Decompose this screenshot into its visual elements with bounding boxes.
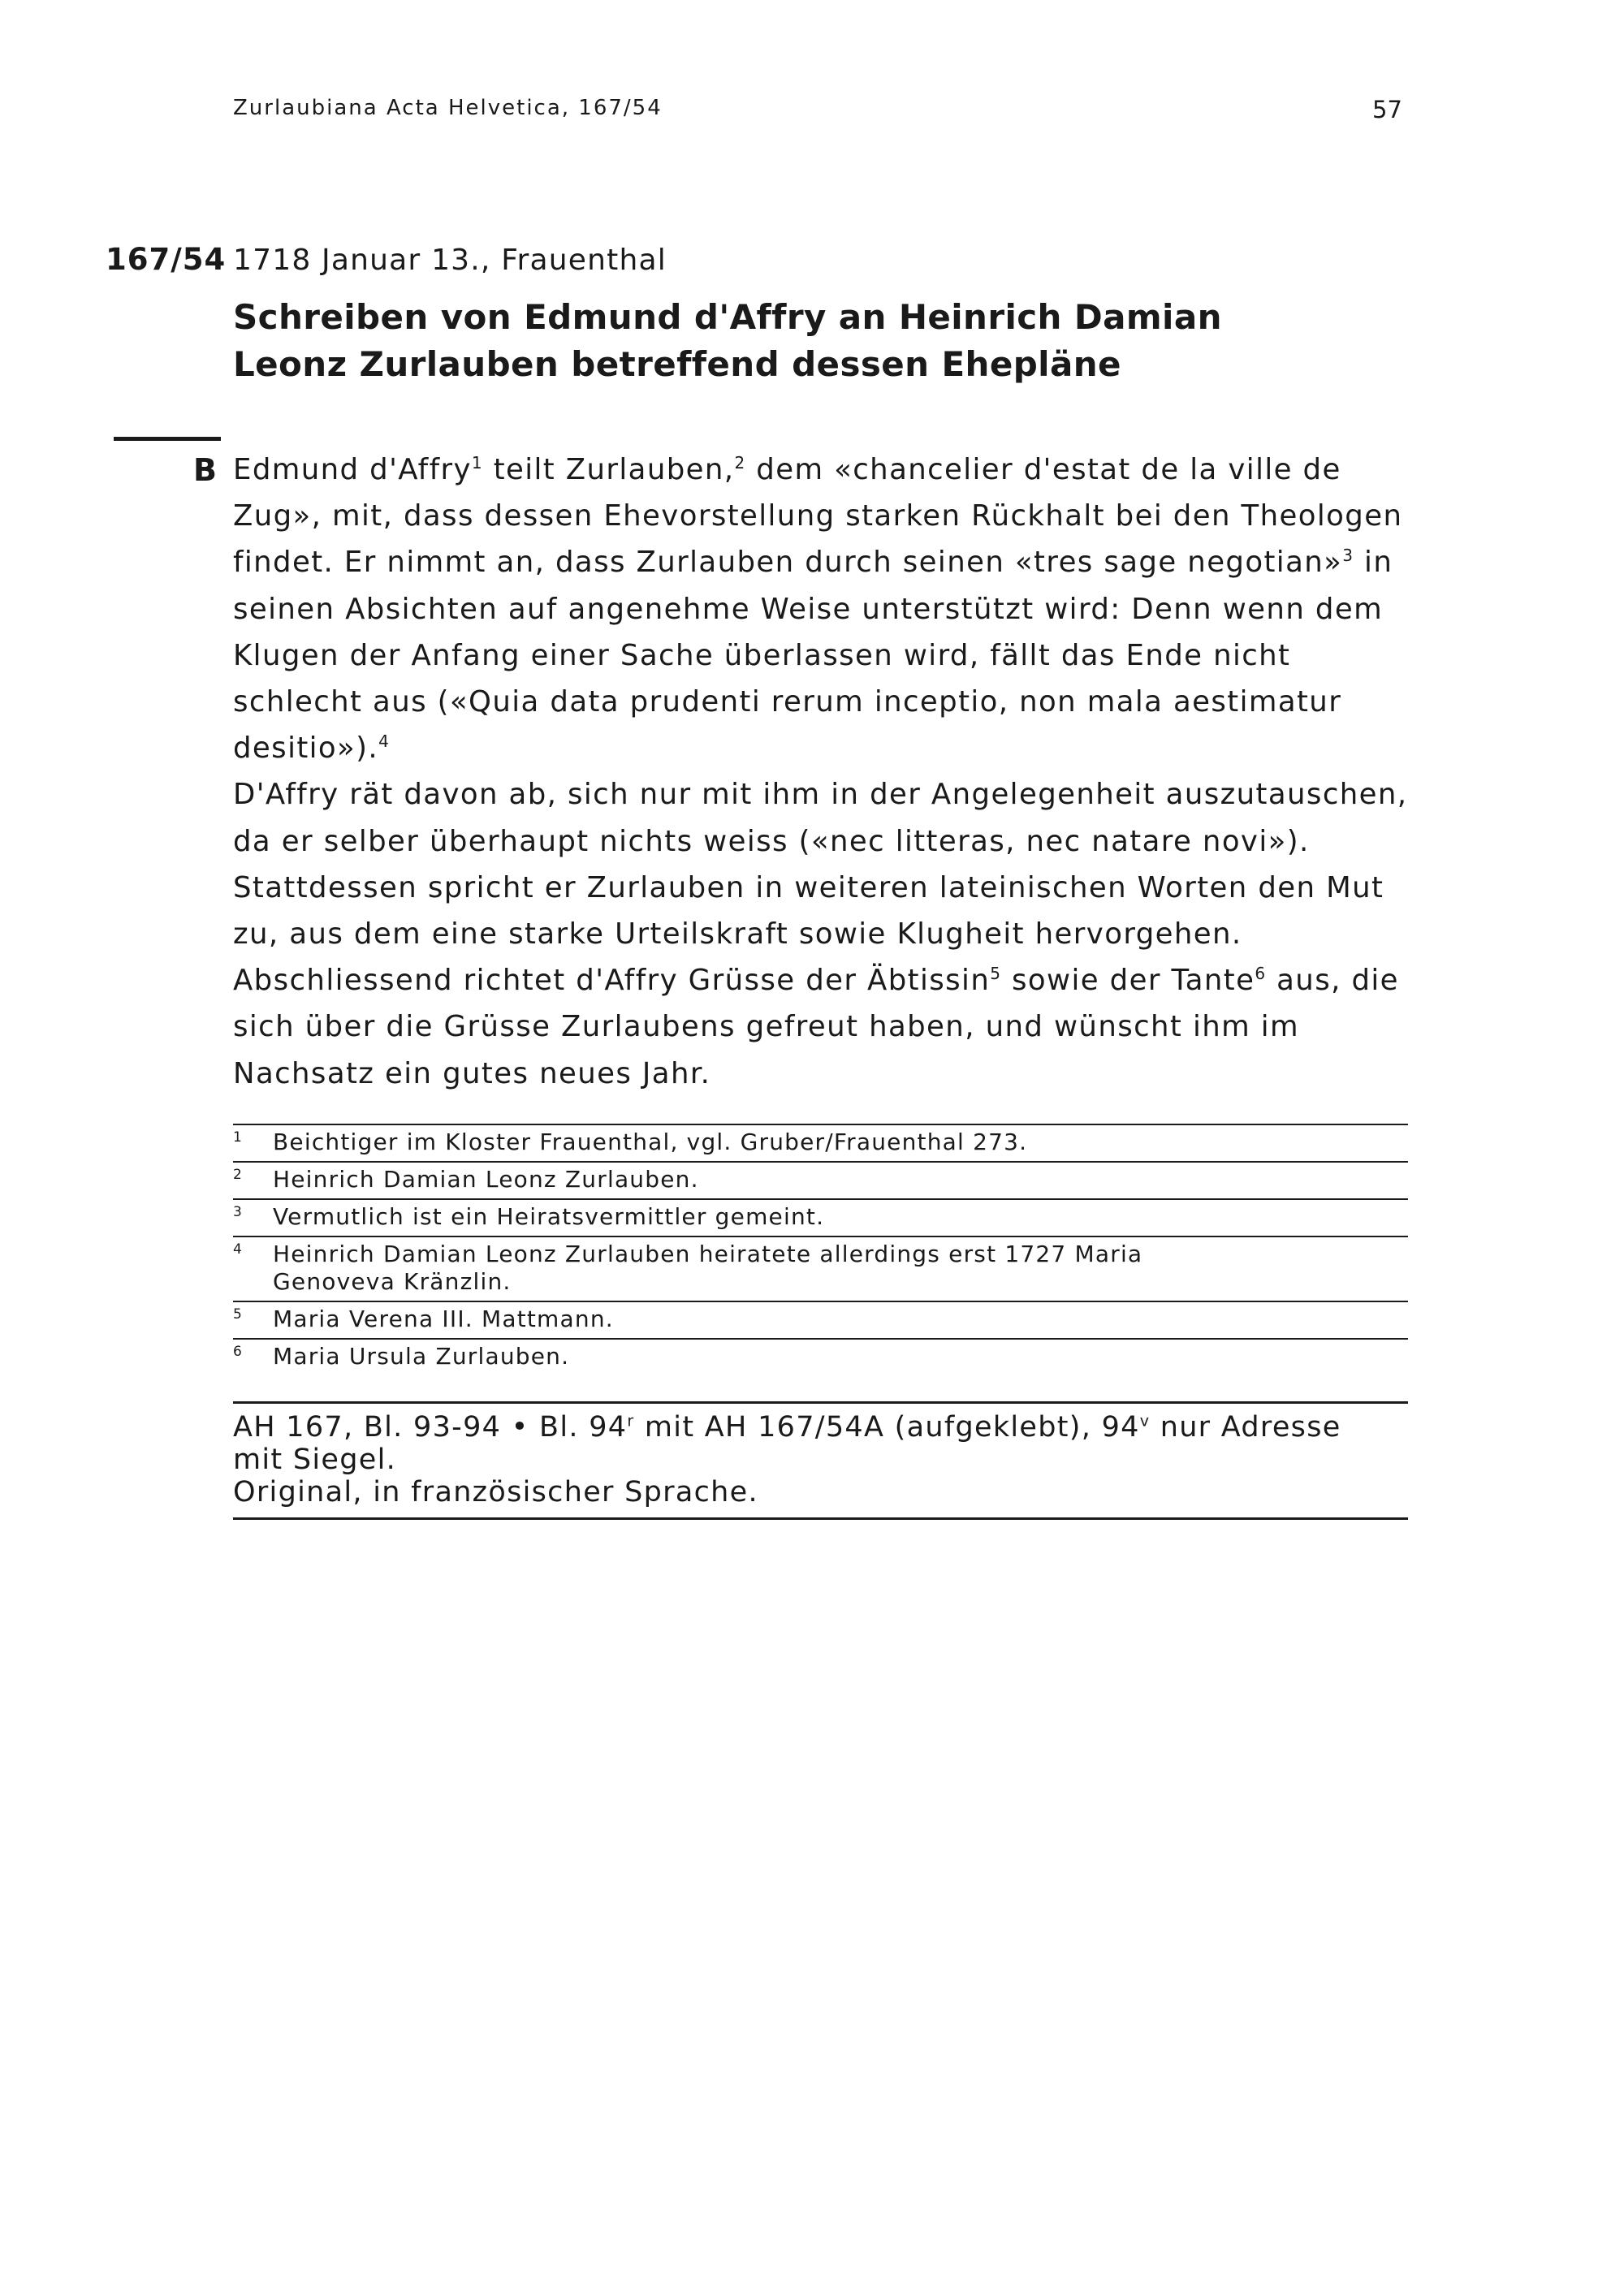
abstract-text: Abschliessend richtet d'Affry Grüsse der Äbtissin xyxy=(233,964,991,998)
abstract-paragraph xyxy=(233,447,1410,771)
footnote xyxy=(233,1198,1408,1236)
abstract-text: dem «chancelier d'estat de la ville de Zug», mit, dass dessen Ehevorstellung starken Rückhalt bei den Theologen findet. Er nimmt an, dass Zurlauben durch seinen «tres sage negotian» xyxy=(233,453,1403,580)
abstract-text: aus, die sich über die Grüsse Zurlaubens gefreut haben, und wünscht ihm im Nachsatz ein gutes neues Jahr. xyxy=(233,964,1399,1090)
footnote xyxy=(233,1301,1408,1338)
abstract-text: sowie der Tante xyxy=(1001,964,1255,998)
footnote-ref: 2 xyxy=(734,453,746,473)
footnote-number: 2 xyxy=(233,1167,244,1183)
footnotes xyxy=(233,1124,1408,1375)
abstract-text: Edmund d'Affry xyxy=(233,453,472,486)
entry-number: 167/54 xyxy=(106,242,227,277)
abstract-paragraph: D'Affry rät davon ab, sich nur mit ihm in der Angelegenheit auszutauschen, da er selber überhaupt nichts weiss («nec litteras, nec natare novi»). Stattdessen spricht er Zurlauben in weiteren lateinischen Worten den Mut zu, aus dem eine starke Urteilskraft sowie Klugheit hervorgehen. xyxy=(233,778,1408,952)
source-text: nur Adresse mit Siegel. xyxy=(233,1411,1341,1476)
footnote-ref: 4 xyxy=(378,732,391,752)
footnote-number: 4 xyxy=(233,1241,244,1258)
entry-title: Schreiben von Edmund d'Affry an Heinrich Damian Leonz Zurlauben betreffend dessen Ehepläne xyxy=(233,297,1222,384)
source-signature-line xyxy=(233,1411,1408,1476)
footnote-text: Heinrich Damian Leonz Zurlauben heiratete allerdings erst 1727 Maria Genoveva Kränzlin. xyxy=(273,1241,1143,1295)
footnote-text: Vermutlich ist ein Heiratsvermittler gemeint. xyxy=(273,1203,825,1230)
abstract xyxy=(233,447,1410,1097)
section-letter: B xyxy=(193,452,217,488)
source-note xyxy=(233,1401,1408,1520)
section-marker-rule xyxy=(114,437,221,441)
footnote-number: 1 xyxy=(233,1129,244,1146)
footnote-text: Maria Ursula Zurlauben. xyxy=(273,1343,570,1370)
footnote-text: Heinrich Damian Leonz Zurlauben. xyxy=(273,1166,699,1193)
page-number: 57 xyxy=(1372,96,1402,123)
footnote xyxy=(233,1161,1408,1198)
footnote xyxy=(233,1338,1408,1375)
running-head: Zurlaubiana Acta Helvetica, 167/54 xyxy=(233,96,663,120)
footnote-ref: 1 xyxy=(471,453,484,473)
source-text: AH 167, Bl. 93-94 • Bl. 94 xyxy=(233,1411,628,1444)
footnote-text: Maria Verena III. Mattmann. xyxy=(273,1306,614,1332)
verso-sup: v xyxy=(1139,1412,1151,1431)
abstract-text: in seinen Absichten auf angenehme Weise unterstützt wird: Denn wenn dem Klugen der Anfang einer Sache überlassen wird, fällt das Ende nicht schlecht aus («Quia data prudenti rerum inceptio, non mala aestimatur desitio»). xyxy=(233,546,1393,766)
footnote-ref: 6 xyxy=(1255,964,1267,984)
source-text: mit AH 167/54A (aufgeklebt), 94 xyxy=(634,1411,1140,1444)
abstract-paragraph xyxy=(233,957,1410,1097)
footnote-number: 3 xyxy=(233,1204,244,1220)
footnote-number: 6 xyxy=(233,1344,244,1360)
footnote-ref: 5 xyxy=(990,964,1002,984)
entry-date-place: 1718 Januar 13., Frauenthal xyxy=(233,244,667,277)
footnote xyxy=(233,1124,1408,1161)
recto-sup: r xyxy=(627,1412,635,1431)
abstract-text: teilt Zurlauben, xyxy=(483,453,735,486)
footnote-text: Beichtiger im Kloster Frauenthal, vgl. Gruber/Frauenthal 273. xyxy=(273,1129,1028,1155)
footnote xyxy=(233,1236,1408,1301)
source-original-line: Original, in französischer Sprache. xyxy=(233,1476,758,1508)
footnote-number: 5 xyxy=(233,1306,244,1323)
footnote-ref: 3 xyxy=(1342,546,1354,566)
